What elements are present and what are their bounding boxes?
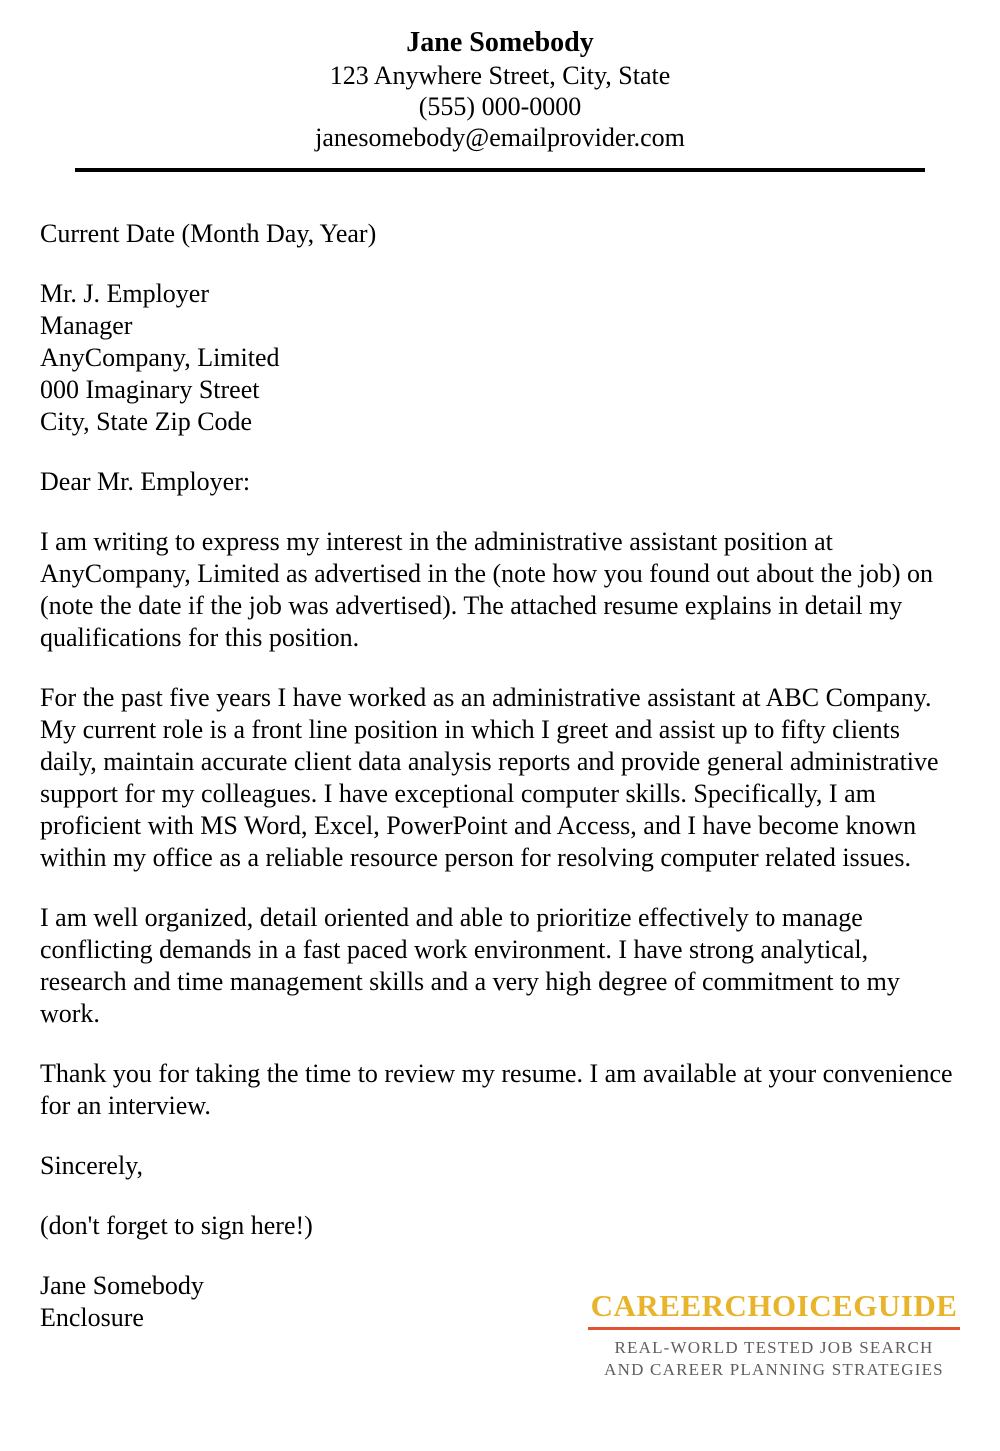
enclosure-note: Enclosure [40, 1303, 144, 1332]
recipient-line: City, State Zip Code [40, 407, 253, 436]
closing: Sincerely, [40, 1151, 143, 1180]
recipient-line: 000 Imaginary Street [40, 375, 260, 404]
logo-wordmark: CAREERCHOICEGUIDE [590, 1288, 958, 1323]
body-paragraph: For the past five years I have worked as an administrative assistant at ABC Company. My current role is a front line position in which I greet and assist up to fifty clients daily, maintain accurate client data analysis reports and provide general administrative support for my colleagues. I have exceptional computer skills. Specifically, I am proficient with MS Word, Excel, PowerPoint and Access, and I have become known within my office as a reliable resource person for resolving computer related issues. [40, 683, 939, 872]
body-paragraph: Thank you for taking the time to review my resume. I am available at your convenience for an interview. [40, 1059, 953, 1120]
body-paragraph: I am well organized, detail oriented and able to prioritize effectively to manage conflicting demands in a fast paced work environment. I have strong analytical, research and time management skills and a very high degree of commitment to my work. [40, 903, 900, 1028]
logo-tagline [588, 1337, 960, 1381]
letter-body [0, 218, 1000, 1334]
letterhead-phone: (555) 000-0000 [418, 92, 582, 121]
recipient-line: Mr. J. Employer [40, 279, 209, 308]
signature-note: (don't forget to sign here!) [40, 1211, 313, 1240]
recipient-line: Manager [40, 311, 133, 340]
letterhead-name: Jane Somebody [406, 27, 594, 58]
careerchoiceguide-logo [588, 1288, 960, 1381]
signature-name: Jane Somebody [40, 1271, 204, 1300]
date-line: Current Date (Month Day, Year) [40, 219, 377, 248]
body-paragraph: I am writing to express my interest in the administrative assistant position at AnyCompany, Limited as advertised in the (note how you found out about the job) on (note the date if the job was advertised). The attached resume explains in detail my qualifications for this position. [40, 527, 933, 652]
salutation: Dear Mr. Employer: [40, 467, 251, 496]
letterhead-email: janesomebody@emailprovider.com [315, 123, 685, 152]
letterhead-address: 123 Anywhere Street, City, State [329, 61, 671, 90]
recipient-address-block [40, 278, 955, 438]
logo-tagline-line: REAL-WORLD TESTED JOB SEARCH [614, 1338, 934, 1357]
letterhead-divider [75, 168, 925, 172]
logo-underline-rule [588, 1327, 960, 1330]
logo-tagline-line: AND CAREER PLANNING STRATEGIES [604, 1360, 944, 1379]
recipient-line: AnyCompany, Limited [40, 343, 280, 372]
letterhead [0, 0, 1000, 153]
